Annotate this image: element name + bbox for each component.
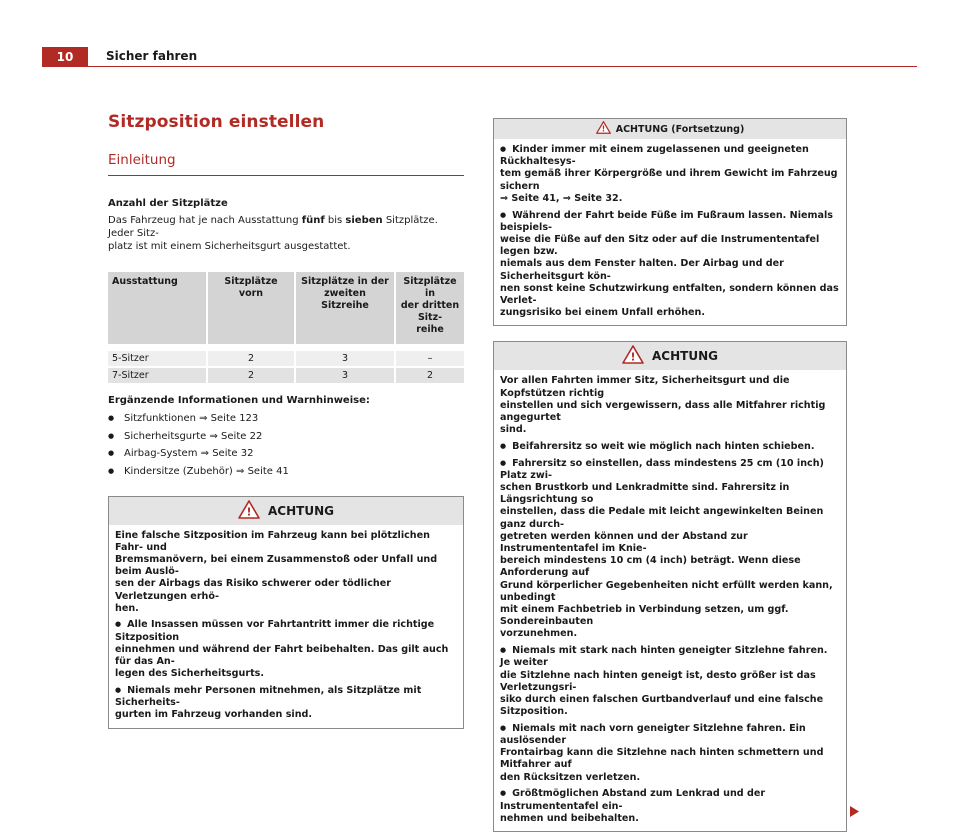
- warning-body: [109, 525, 463, 728]
- table-header: Ausstattung: [108, 272, 207, 344]
- header-divider: [42, 66, 917, 67]
- warning-bullet: ● Fahrersitz so einstellen, dass mindestens 25 cm (10 inch) Platz zwi- schen Brustkorb und Lenkradmitte sind. Fahrersitz in Längsrichtung so einstellen, dass die Pedale mit leicht angewinkelten Beinen ganz durch- getreten werden können und der Abstand zur Instrumententafel im Knie- bereich mindestens 10 cm (4 inch) beträgt. Wenn diese Anforderung auf Grund körperlicher Gegebenheiten nicht erfüllt werden kann, unbedingt mit einem Fachbetrieb in Verbindung setzen, um ggf. Sondereinbauten vorzunehmen.: [500, 457, 833, 640]
- svg-text:!: !: [246, 505, 252, 518]
- warning-header: [494, 342, 846, 370]
- page-number: 10: [42, 47, 88, 67]
- info-heading: Ergänzende Informationen und Warnhinweise:: [108, 395, 370, 406]
- section-title: Sitzposition einstellen: [108, 112, 325, 132]
- svg-text:!: !: [601, 124, 605, 134]
- table-row: 5-Sitzer 2 3 –: [108, 351, 464, 367]
- seats-heading: Anzahl der Sitzplätze: [108, 198, 228, 209]
- warning-icon: [596, 121, 611, 137]
- reference-link-seatbelts[interactable]: ● Sicherheitsgurte ⇒ Seite 22: [108, 430, 464, 443]
- warning-continued-header: [494, 119, 846, 139]
- warning-bullet: ● Alle Insassen müssen vor Fahrtantritt immer die richtige Sitzposition einnehmen und während der Fahrt beibehalten. Das gilt auch für das An- legen des Sicherheitsgurts.: [115, 619, 449, 680]
- chapter-title: Sicher fahren: [106, 49, 198, 63]
- warning-bullet: ● Niemals mit nach vorn geneigter Sitzlehne fahren. Ein auslösender Frontairbag kann die Sitzlehne nach hinten schmettern und Mitfahrer auf den Rücksitzen verletzen.: [500, 722, 824, 783]
- reference-link-child-seats[interactable]: ● Kindersitze (Zubehör) ⇒ Seite 41: [108, 465, 464, 478]
- right-column: [493, 118, 847, 832]
- warning-bullet: ● Niemals mit stark nach hinten geneigter Sitzlehne fahren. Je weiter die Sitzlehne nach hinten geneigt ist, desto größer ist das Verletzungsri- siko durch einen falschen Gurtbandverlauf und eine falsche Sitzposition.: [500, 645, 828, 718]
- warning-text: Vor allen Fahrten immer Sitz, Sicherheitsgurt und die Kopfstützen richtig einstellen und sich vergewissern, dass alle Mitfahrer richtig angegurtet sind.: [500, 375, 826, 436]
- warning-icon: [622, 345, 644, 367]
- warning-continued-title: ACHTUNG (Fortsetzung): [615, 123, 745, 135]
- warning-title: ACHTUNG: [652, 349, 718, 364]
- table-row: 7-Sitzer 2 3 2: [108, 367, 464, 383]
- continue-arrow-icon: [850, 802, 859, 821]
- intro-paragraph: Das Fahrzeug hat je nach Ausstattung fünf bis sieben Sitzplätze. Jeder Sitz- platz ist mit einem Sicherheitsgurt ausgestattet.: [108, 215, 438, 252]
- warning-box-seat-adjust: [493, 341, 847, 832]
- reference-list: [108, 412, 464, 478]
- warning-bullet: ● Größtmöglichen Abstand zum Lenkrad und der Instrumententafel ein- nehmen und beibehalten.: [500, 788, 766, 824]
- table-header: Sitzplätze in der dritten Sitz- reihe: [395, 272, 464, 344]
- svg-text:!: !: [630, 350, 636, 364]
- left-column: [108, 112, 464, 729]
- warning-bullet: ● Beifahrersitz so weit wie möglich nach hinten schieben.: [500, 440, 815, 452]
- warning-continued-body: [494, 139, 846, 325]
- warning-box: [108, 496, 464, 729]
- warning-header: [109, 497, 463, 525]
- table-header: Sitzplätze vorn: [207, 272, 295, 344]
- warning-bullet: ● Während der Fahrt beide Füße im Fußraum lassen. Niemals beispiels- weise die Füße auf den Sitz oder auf die Instrumententafel legen bzw. niemals aus dem Fenster halten. Der Airbag und der Sicherheitsgurt kön- nen sonst keine Schutzwirkung entfalten, sondern können das Verlet- zungsrisiko bei einem Unfall erhöhen.: [500, 209, 839, 319]
- warning-bullet: ● Niemals mehr Personen mitnehmen, als Sitzplätze mit Sicherheits- gurten im Fahrzeug vorhanden sind.: [115, 684, 422, 721]
- section-subtitle: Einleitung: [108, 152, 464, 176]
- warning-continued-box: [493, 118, 847, 326]
- reference-link-airbag[interactable]: ● Airbag-System ⇒ Seite 32: [108, 447, 464, 460]
- warning-bullet: ● Kinder immer mit einem zugelassenen und geeigneten Rückhaltesys- tem gemäß ihrer Körpergröße und ihrem Gewicht im Fahrzeug sichern ⇒ Seite 41, ⇒ Seite 32.: [500, 144, 838, 204]
- warning-icon: [238, 500, 260, 522]
- warning-title: ACHTUNG: [268, 503, 334, 518]
- seats-table: [108, 272, 464, 383]
- warning-body: [494, 370, 846, 831]
- warning-text: Eine falsche Sitzposition im Fahrzeug kann bei plötzlichen Fahr- und Bremsmanövern, bei einem Zusammenstoß oder Unfall und beim Auslö- sen der Airbags das Risiko schwerer oder tödlicher Verletzungen erhö- hen.: [115, 529, 438, 614]
- reference-link-seat-functions[interactable]: ● Sitzfunktionen ⇒ Seite 123: [108, 412, 464, 425]
- table-header: Sitzplätze in der zweiten Sitzreihe: [295, 272, 395, 344]
